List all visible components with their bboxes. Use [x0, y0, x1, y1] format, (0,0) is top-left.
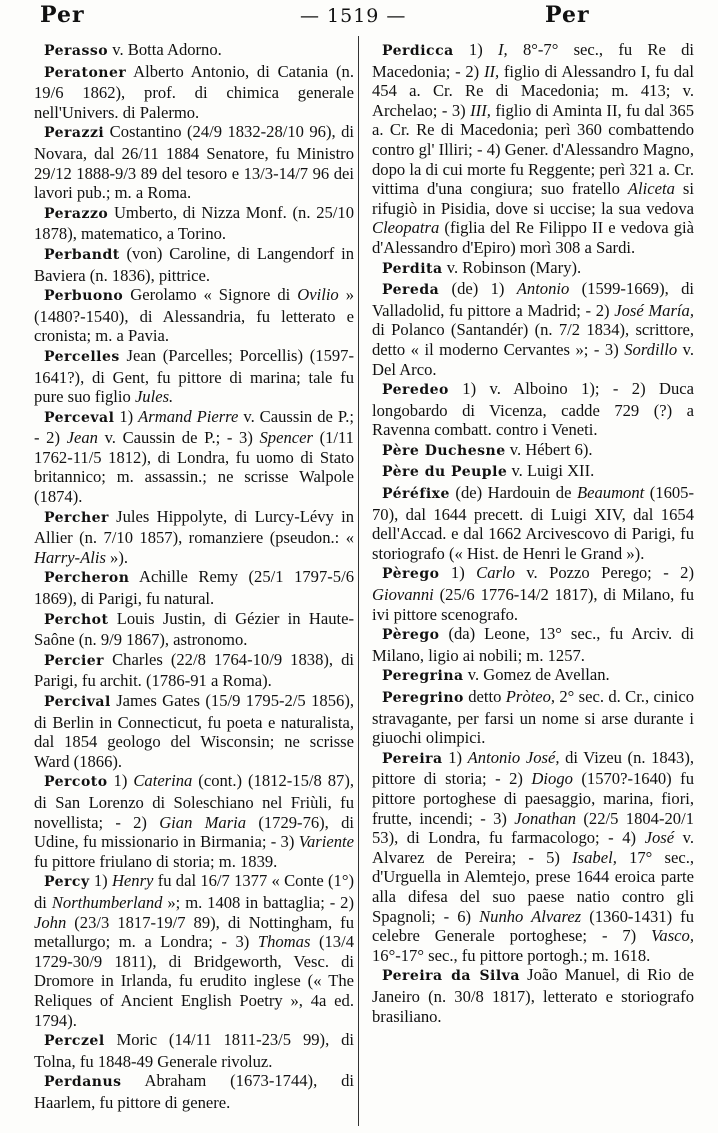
dictionary-entry: [372, 665, 694, 687]
entry-text: v. Alvarez de Pereira; - 5): [372, 828, 694, 867]
entry-italic-text: Ovilio: [297, 285, 339, 305]
entry-headword: Père du Peuple: [382, 464, 508, 481]
entry-text: detto: [463, 687, 506, 706]
entry-headword: Perdita: [382, 260, 443, 277]
entry-text: v. Caussin de P.; - 3): [97, 428, 260, 448]
entry-headword: Percoto: [44, 774, 108, 791]
entry-headword: Percy: [44, 874, 90, 891]
entry-text: Jules Hippolyte, di Lurcy-Lévy in Allier (n. 7/10 1857), romanziere (pseudon.: «: [34, 506, 354, 548]
entry-headword: Peregrino: [382, 690, 464, 706]
entry-italic-text: Jules.: [134, 387, 174, 407]
entry-text: si rifugiò in Pisidia, dove si uccise; la sua vedova: [372, 179, 694, 218]
entry-italic-text: Antonio: [516, 279, 570, 299]
column-divider: [358, 36, 359, 1126]
entry-headword: Pereira: [382, 750, 443, 767]
dictionary-entry: [34, 507, 354, 568]
page-header: [0, 2, 718, 36]
dictionary-entry: [372, 461, 694, 483]
dictionary-entry: [34, 609, 354, 650]
entry-italic-text: Cleopatra: [372, 218, 440, 238]
entry-text: 1): [442, 747, 468, 767]
entry-italic-text: Gian Maria: [159, 812, 247, 832]
entry-text: Charles (22/8 1764-10/9 1838), di Parigi, fu archit. (1786-91 a Roma).: [34, 649, 354, 691]
entry-headword: Perbandt: [44, 246, 120, 263]
entry-italic-text: Jonathan: [514, 808, 577, 828]
entry-text: »; m. 1408 in battaglia; - 2): [162, 892, 354, 912]
dictionary-entry: [372, 258, 694, 280]
entry-text: (1360-1431) fu celebre Generale portoghese; - 7): [372, 906, 695, 946]
entry-text: v. Luigi XII.: [507, 461, 595, 481]
entry-text: v. Del Arco.: [372, 339, 694, 379]
dictionary-entry: [34, 285, 354, 346]
header-left-word: Per: [40, 2, 85, 28]
entry-text: di Vizeu (n. 1843), pittore di storia; - 2): [372, 747, 694, 789]
entry-text: (13/4 1729-30/9 1811), di Bridgeworth, Vesc. di Dromore in Irlanda, fu erudito inglese (« The Reliques of Ancient English Poetry », 4a ed. 1794).: [34, 932, 354, 1030]
entry-text: v. Botta Adorno.: [108, 40, 222, 59]
entry-headword: Perbuono: [44, 288, 124, 305]
entry-headword: Percier: [44, 652, 105, 669]
entry-italic-text: Nunho Alvarez: [479, 906, 582, 926]
entry-text: (1/11 1762-11/5 1812), di Londra, fu uomo di Stato britannico; m. assassin.; ne scrisse Walpole (1874).: [34, 428, 354, 507]
header-right-word: Per: [545, 2, 590, 28]
entry-headword: Perazzo: [44, 205, 109, 222]
entry-italic-text: Harry-Alis: [34, 547, 106, 567]
entry-headword: Percher: [44, 509, 109, 526]
entry-text: fu dal 16/7 1377 « Conte (1°) di: [34, 871, 354, 912]
dictionary-entry: [372, 483, 694, 563]
dictionary-entry: [34, 203, 354, 244]
entry-italic-text: Antonio José,: [467, 747, 560, 767]
entry-text: 1) v. Alboino 1); - 2) Duca longobardo di Vicenza, cadde 729 (?) a Ravenna combatt. contro i Veneti.: [372, 379, 694, 440]
entry-text: 1): [89, 871, 112, 891]
entry-text: (figlia del Re Filippo II e vedova già d'Alessandro d'Epiro) morì 308 a Sardi.: [372, 218, 694, 257]
entry-text: 16°-17° sec., fu pittore portogh.; m. 1618.: [372, 945, 651, 965]
entry-headword: Perczel: [44, 1033, 105, 1050]
entry-italic-text: Diogo: [531, 769, 573, 789]
entry-text: (de) Hardouin de: [449, 483, 577, 503]
page-number: — 1519 —: [300, 5, 407, 27]
entry-headword: Perdicca: [382, 43, 454, 59]
dictionary-entry: [34, 1071, 354, 1112]
dictionary-entry: [372, 563, 694, 624]
entry-italic-text: III,: [470, 100, 491, 120]
dictionary-entry: [372, 40, 694, 258]
entry-italic-text: Isabel,: [572, 847, 617, 867]
left-column: [34, 40, 354, 1112]
entry-italic-text: José: [644, 828, 675, 848]
entry-italic-text: I,: [498, 40, 508, 59]
entry-text: v. Robinson (Mary).: [442, 257, 582, 277]
entry-text: (cont.) (1812-15/8 87), di San Lorenzo di Soleschiano nel Friùli, fu novellista; - 2): [34, 771, 354, 832]
entry-headword: Peregrina: [382, 668, 464, 685]
entry-text: Gerolamo « Signore di: [123, 285, 298, 305]
dictionary-entry: [372, 748, 694, 966]
entry-text: 1): [439, 563, 477, 583]
dictionary-entry: [34, 40, 354, 62]
dictionary-entry: [34, 244, 354, 285]
entry-headword: Pereira da Silva: [382, 968, 520, 985]
right-column: [372, 40, 694, 1026]
entry-italic-text: Thomas: [257, 932, 311, 952]
entry-italic-text: Vasco,: [651, 926, 694, 946]
entry-text: 8°-7° sec., fu Re di Macedonia; - 2): [372, 40, 695, 81]
entry-italic-text: Henry: [111, 871, 154, 891]
entry-text: (1729-76), di Udine, fu missionario in Birmania; - 3): [34, 812, 354, 852]
dictionary-entry: [372, 965, 694, 1026]
dictionary-entry: [372, 379, 694, 440]
entry-text: (1605-70), dal 1644 precett. di Luigi XIV, dal 1654 dell'Accad. e dal 1662 Arcivescovo di Parigi, fu storiografo (« Hist. de Henri le Grand »).: [372, 483, 694, 563]
entry-text: Alberto Antonio, di Catania (n. 19/6 1862), prof. di chimica generale nell'Univers. di Palermo.: [34, 61, 354, 122]
entry-italic-text: José María,: [614, 300, 694, 320]
dictionary-entry: [372, 440, 694, 462]
entry-text: 17° sec., d'Urguella in Alemtejo, prese 1644 eroica parte alla difesa del suo paese natio contro gli Spagnoli; - 6): [372, 847, 694, 926]
entry-italic-text: Carlo: [476, 563, 515, 583]
dictionary-entry: [372, 687, 694, 748]
entry-headword: Père Duchesne: [382, 442, 506, 459]
entry-text: » (1480?-1540), di Alessandria, fu letterato e cronista; m. a Pavia.: [34, 285, 354, 346]
dictionary-entry: [34, 1030, 354, 1071]
dictionary-entry: [34, 771, 354, 871]
dictionary-entry: [34, 567, 354, 608]
entry-text: (25/6 1776-14/2 1817), di Milano, fu ivi pittore scenografo.: [372, 585, 694, 624]
dictionary-entry: [34, 871, 354, 1030]
entry-headword: Peratoner: [44, 64, 127, 81]
entry-italic-text: Pròteo,: [505, 687, 556, 706]
entry-text: João Manuel, di Rio de Janeiro (n. 30/8 1817), letterato e storiografo brasiliano.: [372, 965, 695, 1026]
entry-text: (23/3 1817-19/7 89), di Nottingham, fu metallurgo; m. a Londra; - 3): [34, 912, 354, 952]
entry-text: (1599-1669), di Valladolid, fu pittore a Madrid; - 2): [372, 279, 694, 320]
dictionary-entry: [34, 691, 354, 771]
entry-text: Umberto, di Nizza Monf. (n. 25/10 1878), matematico, a Torino.: [34, 202, 354, 244]
entry-text: Achille Remy (25/1 1797-5/6 1869), di Parigi, fu natural.: [34, 567, 354, 609]
entry-headword: Perdanus: [44, 1074, 122, 1091]
entry-text: (22/5 1804-20/1 53), di Londra, fu farmacologo; - 4): [372, 808, 694, 848]
entry-text: James Gates (15/9 1795-2/5 1856), di Berlin in Connecticut, fu poeta e naturalista, dal 1854 geologo del Wisconsin; ne scrisse Ward (1866).: [34, 691, 354, 771]
entry-italic-text: John: [34, 912, 67, 932]
entry-headword: Pèrego: [382, 627, 440, 644]
entry-text: 1): [114, 406, 139, 426]
entry-headword: Perasso: [44, 43, 109, 59]
entry-italic-text: Northumberland: [51, 892, 163, 912]
entry-italic-text: Jean: [66, 428, 98, 448]
entry-text: di Polanco (Santandér) (n. 7/2 1834), scrittore, detto « il moderno Cervantes »; - 3): [372, 320, 694, 359]
entry-text: v. Pozzo Perego; - 2): [514, 563, 694, 583]
entry-text: Louis Justin, di Gézier in Haute-Saône (n. 9/9 1867), astronomo.: [34, 608, 354, 650]
dictionary-entry: [34, 346, 354, 407]
entry-headword: Percheron: [44, 570, 130, 587]
dictionary-entry: [372, 279, 694, 379]
entry-text: v. Caussin de P.; - 2): [34, 406, 354, 448]
entry-headword: Péréfixe: [382, 486, 450, 503]
entry-italic-text: Beaumont: [576, 483, 645, 503]
dictionary-entry: [34, 407, 354, 507]
entry-italic-text: Aliceta: [627, 179, 675, 199]
entry-headword: Percival: [44, 694, 111, 710]
entry-text: »).: [105, 547, 129, 567]
entry-text: v. Gomez de Avellan.: [463, 665, 610, 685]
dictionary-entry: [372, 624, 694, 665]
dictionary-entry: [34, 62, 354, 123]
entry-text: (da) Leone, 13° sec., fu Arciv. di Milano, ligio ai nobili; m. 1257.: [372, 624, 694, 665]
entry-text: figlio di Aminta II, fu dal 365 a. Cr. Re di Macedonia; perì 360 combattendo contro gl' Illiri; - 4) Gener. d'Alessandro Magno, dopo la di cui morte fu Reggente; perì 321 a. Cr. vittima d'una congiura; suo fratello: [372, 100, 694, 199]
entry-text: Jean (Parcelles; Porcellis) (1597-1641?), di Gent, fu pittore di marina; tale fu pure suo figlio: [34, 345, 354, 407]
entry-headword: Perchot: [44, 611, 109, 628]
entry-headword: Pereda: [382, 282, 440, 299]
entry-text: 1): [453, 40, 499, 59]
entry-headword: Perazzi: [44, 125, 105, 142]
dictionary-entry: [34, 122, 354, 202]
entry-italic-text: II,: [483, 61, 500, 81]
entry-italic-text: Spencer: [259, 428, 313, 448]
entry-text: 1): [107, 771, 134, 791]
entry-italic-text: Variente: [298, 832, 354, 852]
entry-text: (de) 1): [439, 279, 517, 299]
entry-italic-text: Sordillo: [624, 339, 678, 359]
entry-italic-text: Armand Pierre: [138, 406, 239, 426]
entry-text: figlio di Alessandro I, fu dal 454 a. Cr. Re di Macedonia; m. 413; v. Archelao; - 3): [372, 61, 695, 120]
entry-headword: Pèrego: [382, 566, 440, 583]
entry-headword: Perceval: [44, 409, 115, 426]
entry-text: 2° sec. d. Cr., cinico stravagante, per farsi un nome si arse durante i giuochi olimpici.: [372, 687, 694, 748]
entry-headword: Percelles: [44, 348, 120, 365]
entry-text: Moric (14/11 1811-23/5 99), di Tolna, fu 1848-49 Generale rivoluz.: [34, 1030, 354, 1071]
dictionary-entry: [34, 650, 354, 691]
entry-text: (von) Caroline, di Langendorf in Baviera (n. 1836), pittrice.: [34, 243, 354, 285]
entry-text: v. Hébert 6).: [505, 439, 593, 459]
entry-italic-text: Caterina: [133, 771, 193, 791]
entry-italic-text: Giovanni: [372, 585, 434, 605]
entry-text: (1570?-1640) fu pittore portoghese di paesaggio, marina, fiori, frutte, incendi; - 3): [372, 769, 694, 828]
entry-text: Costantino (24/9 1832-28/10 96), di Novara, dal 26/11 1884 Senatore, fu Ministro 29/12 1888-9/3 89 del tesoro e 13/3-14/7 96 dei lavori pub.; m. a Roma.: [34, 122, 354, 203]
entry-text: fu pittore friulano di storia; m. 1839.: [34, 851, 278, 871]
entry-text: Abraham (1673-1744), di Haarlem, fu pittore di genere.: [34, 1071, 354, 1112]
entry-headword: Peredeo: [382, 382, 449, 399]
